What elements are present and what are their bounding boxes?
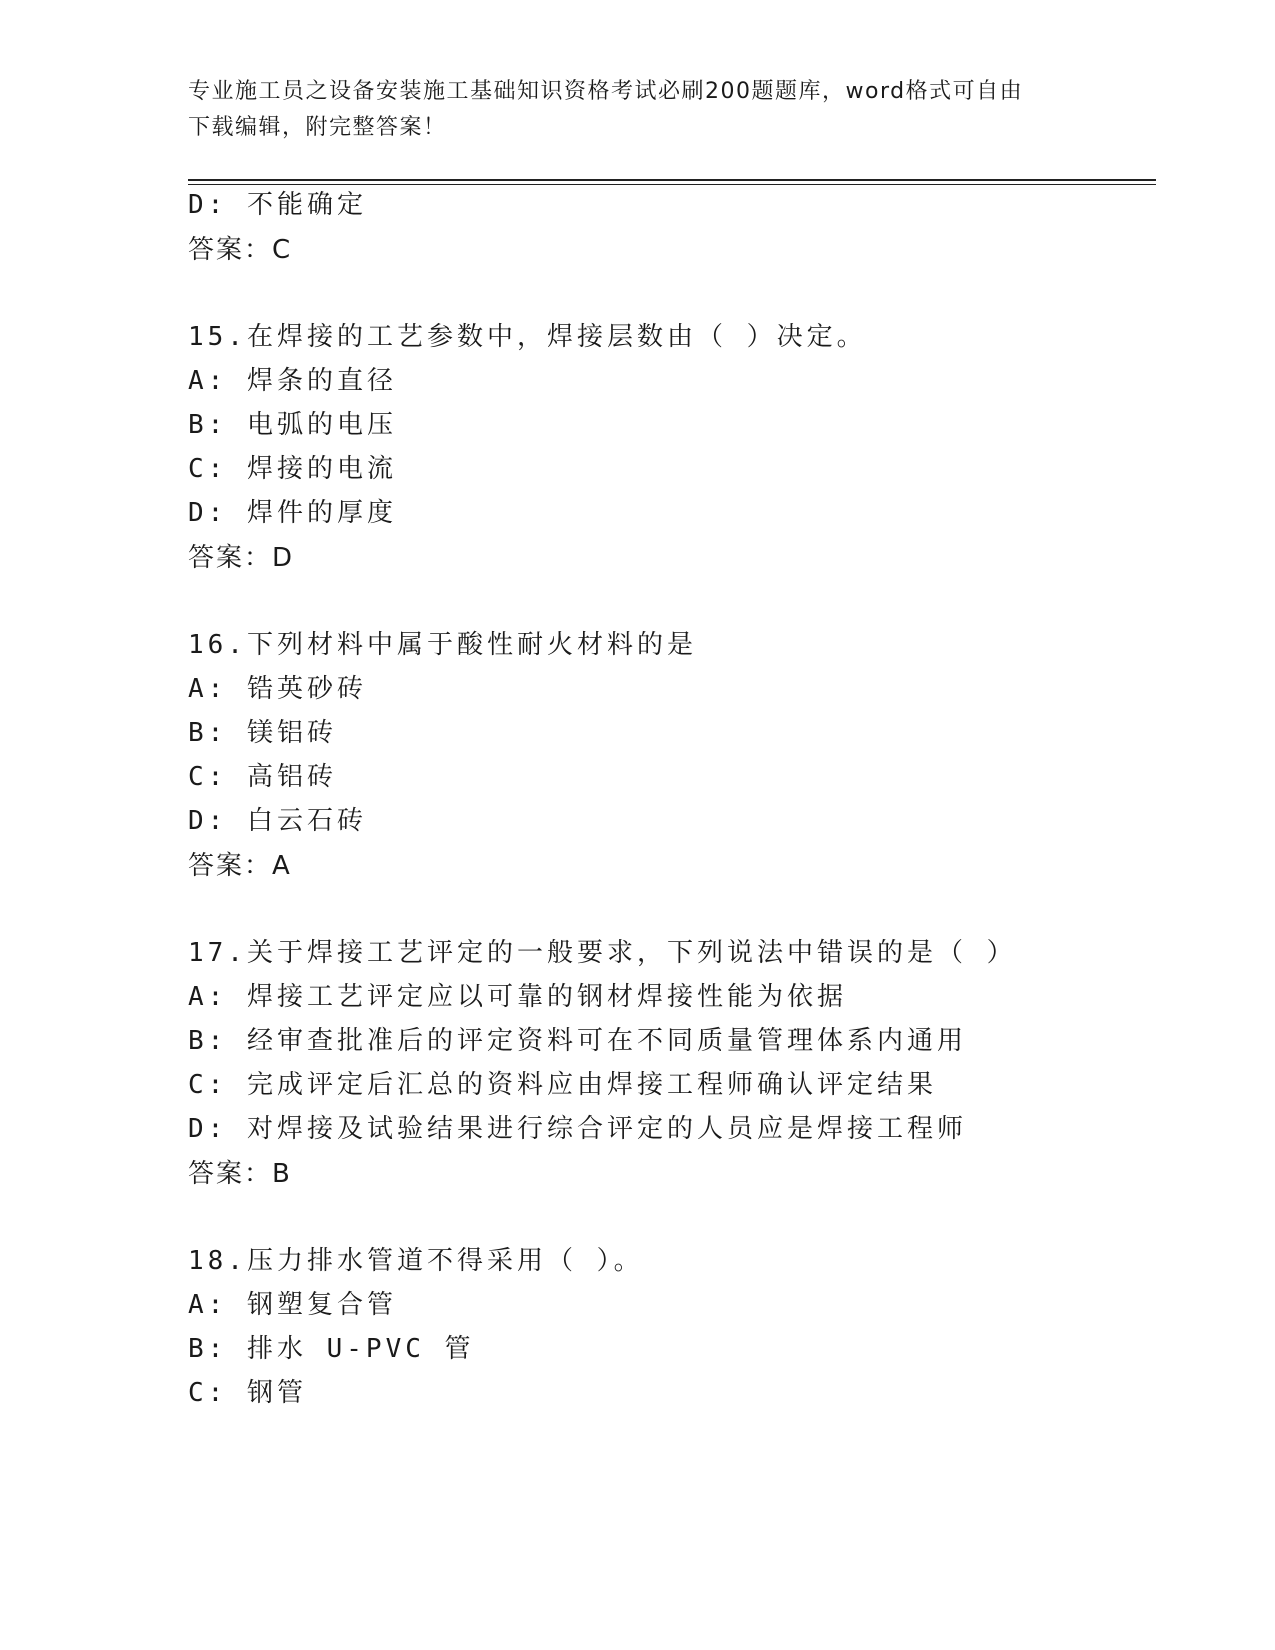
q15-option-b: B: 电弧的电压: [188, 410, 397, 440]
prev-option-d: D: 不能确定: [188, 190, 367, 220]
q15-stem: 15.在焊接的工艺参数中，焊接层数由（ ）决定。: [188, 322, 867, 352]
q18-stem: 18.压力排水管道不得采用（ ）。: [188, 1246, 644, 1276]
document-header: [188, 74, 1088, 146]
q17-option-b: B: 经审查批准后的评定资料可在不同质量管理体系内通用: [188, 1026, 967, 1056]
q16-answer: 答案：A: [188, 851, 292, 881]
q16-option-b: B: 镁铝砖: [188, 718, 337, 748]
q15-answer: 答案：D: [188, 543, 295, 573]
q16-option-a: A: 锆英砂砖: [188, 674, 367, 704]
header-rule-thin: [188, 184, 1156, 185]
q17-option-a: A: 焊接工艺评定应以可靠的钢材焊接性能为依据: [188, 982, 847, 1012]
q17-stem: 17.关于焊接工艺评定的一般要求，下列说法中错误的是（ ）: [188, 938, 1017, 968]
q18-option-a: A: 钢塑复合管: [188, 1290, 397, 1320]
q17-answer: 答案：B: [188, 1159, 292, 1189]
header-rule-thick: [188, 179, 1156, 181]
header-line-2: 下载编辑，附完整答案！: [188, 115, 447, 140]
q18-option-c: C: 钢管: [188, 1378, 307, 1408]
q17-option-d: D: 对焊接及试验结果进行综合评定的人员应是焊接工程师: [188, 1114, 967, 1144]
q16-option-d: D: 白云石砖: [188, 806, 367, 836]
q15-option-a: A: 焊条的直径: [188, 366, 397, 396]
q18-option-b: B: 排水 U-PVC 管: [188, 1334, 475, 1364]
prev-answer: 答案：C: [188, 235, 293, 265]
q17-option-c: C: 完成评定后汇总的资料应由焊接工程师确认评定结果: [188, 1070, 937, 1100]
q15-option-d: D: 焊件的厚度: [188, 498, 397, 528]
q16-option-c: C: 高铝砖: [188, 762, 337, 792]
header-line-1: 专业施工员之设备安装施工基础知识资格考试必刷200题题库，word格式可自由: [188, 79, 1024, 104]
q15-option-c: C: 焊接的电流: [188, 454, 397, 484]
q16-stem: 16.下列材料中属于酸性耐火材料的是: [188, 630, 697, 660]
